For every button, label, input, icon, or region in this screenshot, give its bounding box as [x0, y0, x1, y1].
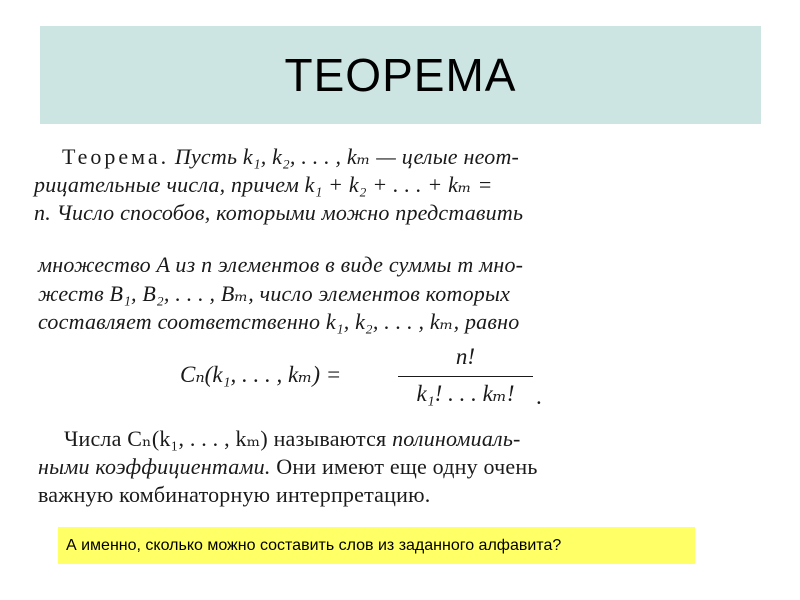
theorem-scan [30, 134, 680, 514]
formula-period: . [536, 384, 542, 409]
theorem-line-5: жеств B₁, B₂, . . . , Bₘ, число элементов которых [38, 281, 511, 306]
theorem-line-1-text: Пусть k₁, k₂, . . . , kₘ — целые неот- [174, 144, 520, 169]
formula-numerator: n! [455, 344, 476, 369]
theorem-line-6: составляет соответственно k₁, k₂, . . . , kₘ, равно [38, 309, 520, 334]
theorem-line-1 [62, 144, 519, 170]
line-8-emph: ными коэффициентами. [38, 454, 271, 479]
theorem-line-8 [38, 454, 538, 480]
multinomial-formula [180, 344, 600, 414]
formula-lhs: Cₙ(k₁, . . . , kₘ) = [180, 362, 342, 387]
formula-denominator: k₁! . . . kₘ! [416, 381, 515, 406]
line-7-start: Числа Cₙ(k₁, . . . , kₘ) называются [64, 426, 387, 451]
theorem-line-3: n. Число способов, которыми можно представить [34, 200, 524, 225]
slide-title-bar [40, 26, 761, 124]
line-8-rest: Они имеют еще одну очень [276, 454, 538, 479]
question-box [58, 527, 695, 564]
line-7-emph: полиномиаль- [392, 426, 521, 451]
theorem-line-9: важную комбинаторную интерпретацию. [38, 482, 431, 507]
fraction-bar [398, 376, 533, 377]
theorem-word: Теорема. [62, 144, 170, 169]
theorem-line-2: рицательные числа, причем k₁ + k₂ + . . . + kₘ = [34, 172, 493, 197]
formula-fraction [398, 344, 533, 407]
theorem-line-4: множество A из n элементов в виде суммы m мно- [38, 252, 524, 277]
slide-title: ТЕОРЕМА [284, 49, 517, 101]
theorem-line-7 [64, 426, 521, 452]
question-text: А именно, сколько можно составить слов из заданного алфавита? [66, 536, 562, 554]
